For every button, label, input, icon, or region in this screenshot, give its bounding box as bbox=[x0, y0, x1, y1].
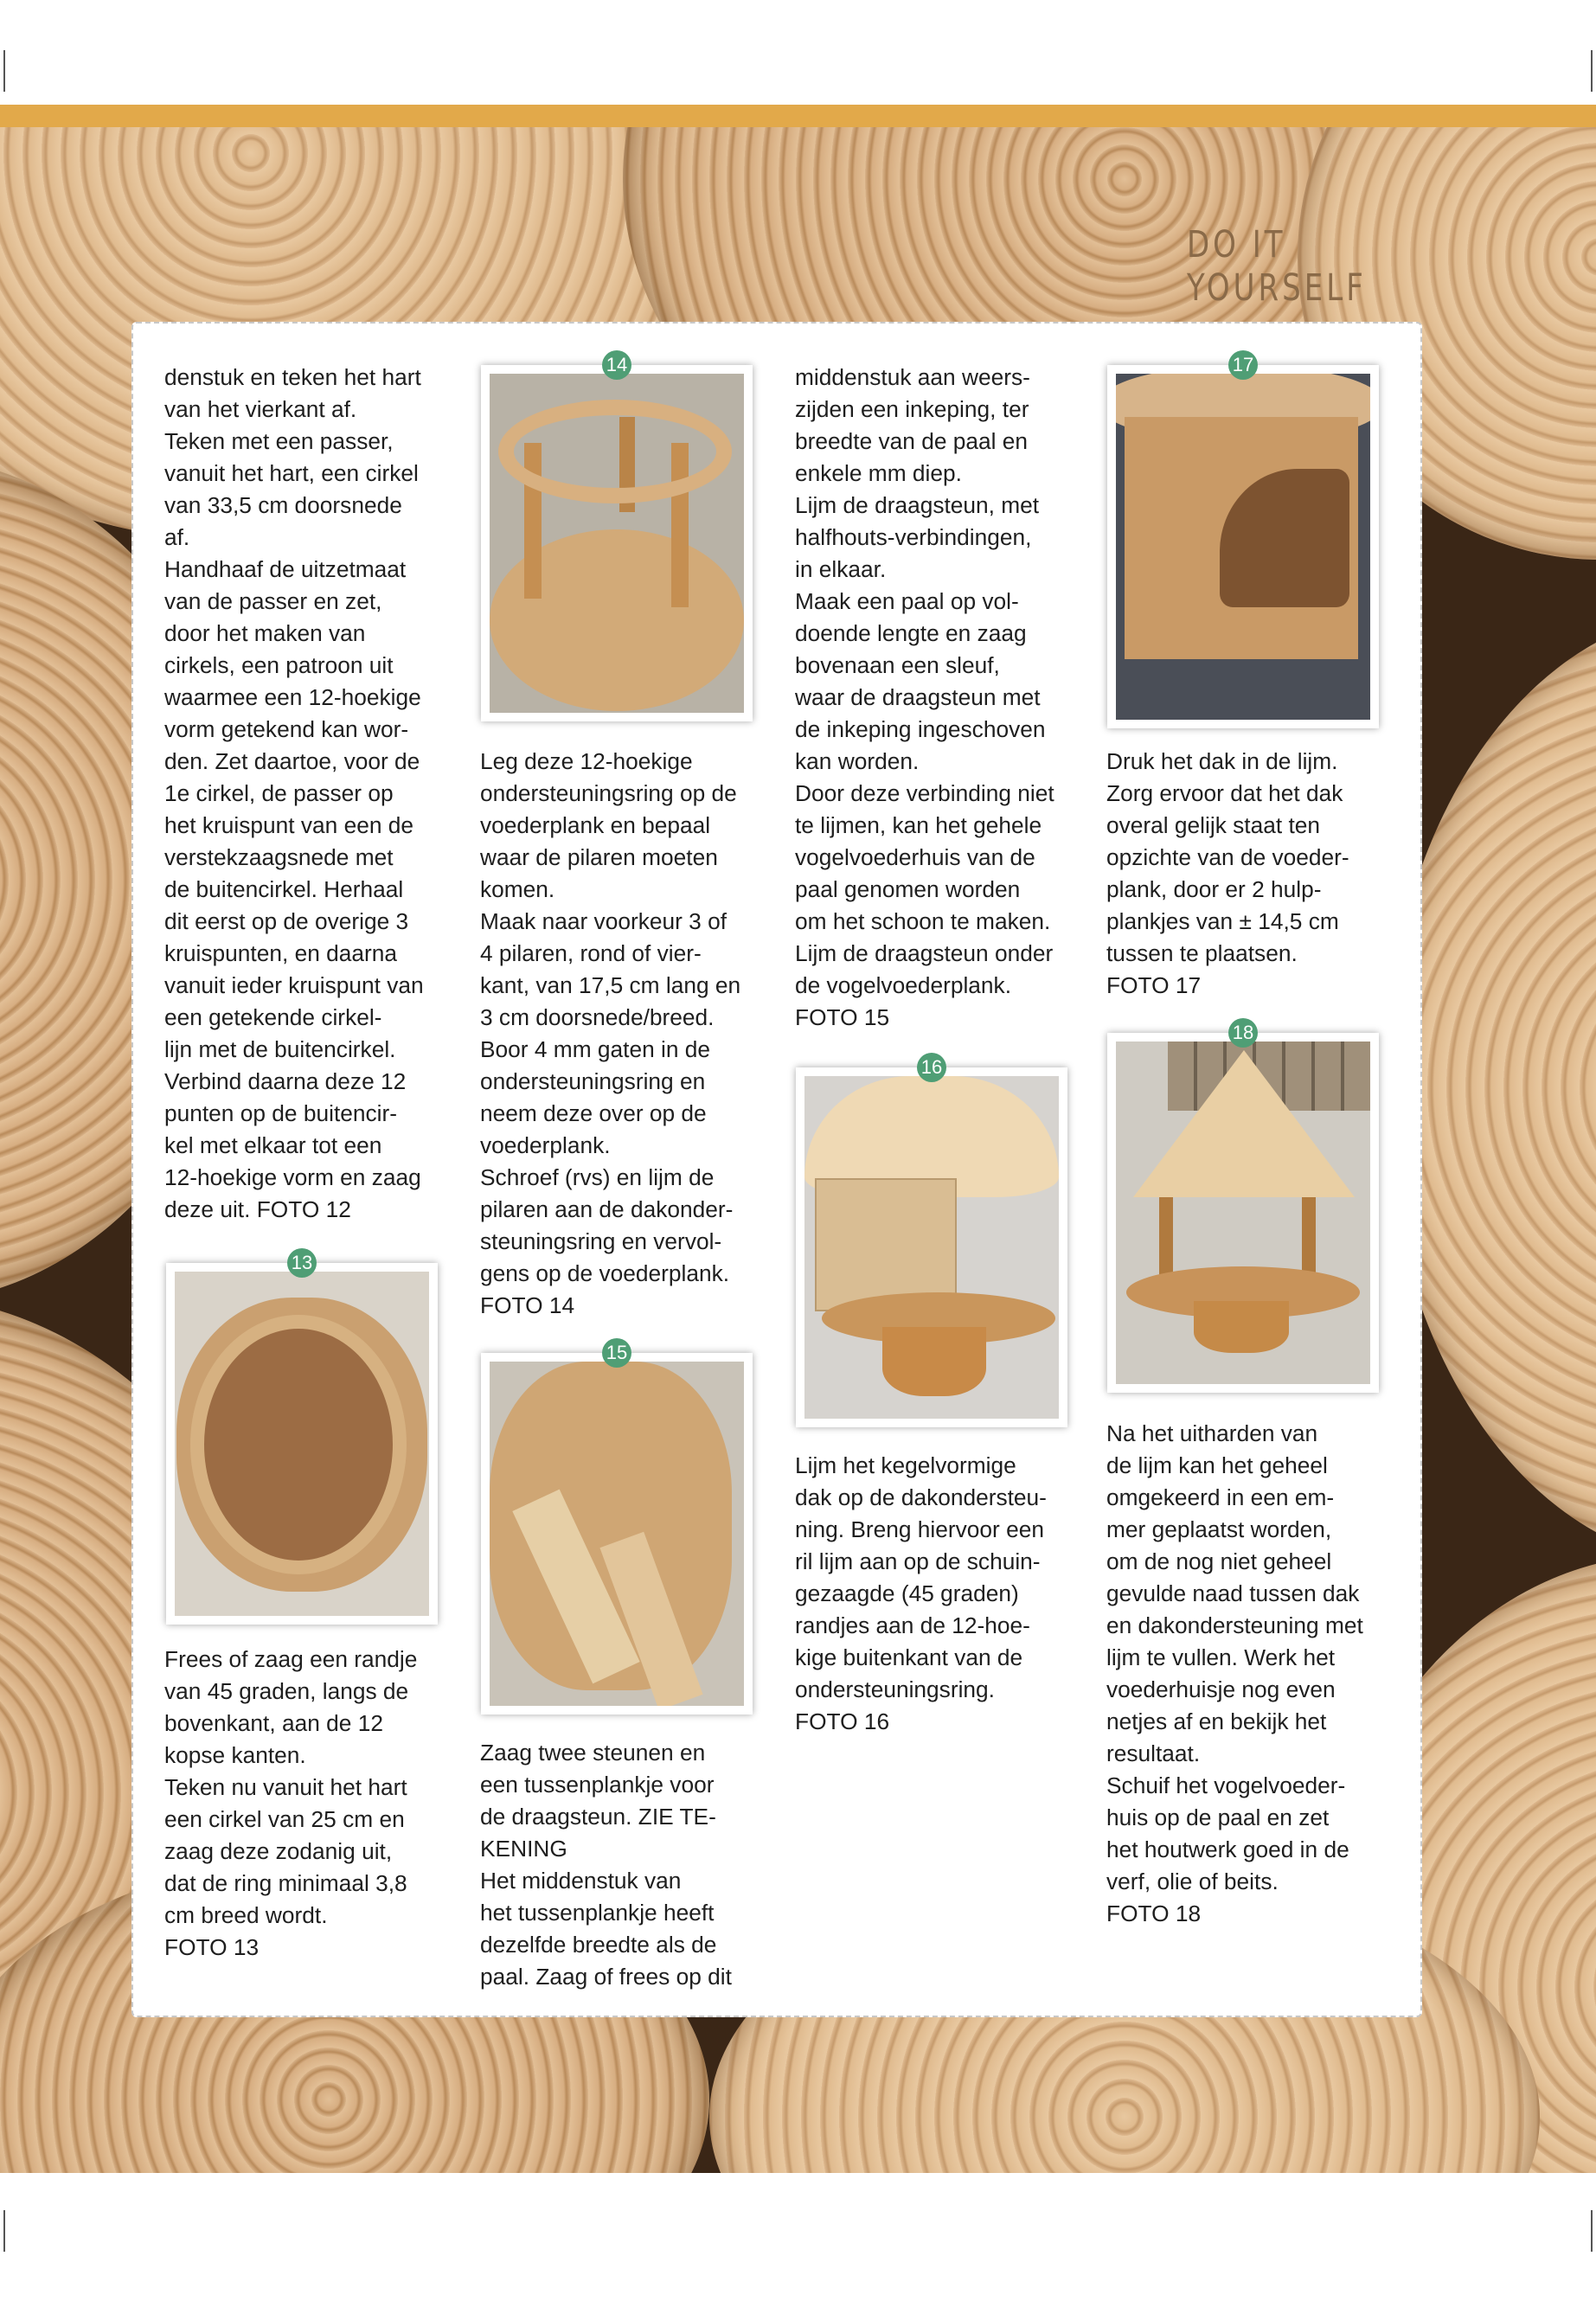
text-line: omgekeerd in een em- bbox=[1106, 1484, 1335, 1510]
text-line: bovenkant, aan de 12 bbox=[164, 1710, 383, 1736]
text-line: doende lengte en zaag bbox=[795, 620, 1027, 646]
photo-pillar bbox=[1159, 1197, 1173, 1284]
column-4-bottom-text bbox=[1106, 1418, 1401, 1930]
text-line: Lijm de draagsteun onder bbox=[795, 940, 1054, 966]
text-line: waar de draagsteun met bbox=[795, 684, 1041, 710]
text-line: van 33,5 cm doorsnede bbox=[164, 492, 402, 518]
text-line: de vogelvoederplank. bbox=[795, 972, 1012, 998]
text-line: randjes aan de 12-hoe- bbox=[795, 1612, 1030, 1638]
text-line: FOTO 14 bbox=[480, 1292, 575, 1318]
photo-15 bbox=[481, 1342, 753, 1715]
text-line: deze uit. FOTO 12 bbox=[164, 1196, 351, 1222]
text-line: een tussenplankje voor bbox=[480, 1772, 715, 1798]
text-line: Handhaaf de uitzetmaat bbox=[164, 556, 407, 582]
text-line: 4 pilaren, rond of vier- bbox=[480, 940, 702, 966]
text-line: 3 cm doorsnede/breed. bbox=[480, 1004, 715, 1030]
text-line: overal gelijk staat ten bbox=[1106, 812, 1321, 838]
text-line: Maak een paal op vol- bbox=[795, 588, 1019, 614]
text-line: vanuit het hart, een cirkel bbox=[164, 460, 419, 486]
text-line: cm breed wordt. bbox=[164, 1902, 328, 1928]
text-line: voederplank. bbox=[480, 1132, 611, 1158]
crop-mark-bottom-right bbox=[1591, 2210, 1593, 2252]
text-line: Zorg ervoor dat het dak bbox=[1106, 780, 1343, 806]
photo-ring bbox=[190, 1315, 407, 1574]
photo-top-ring bbox=[498, 400, 732, 503]
column-2-middle-text bbox=[480, 746, 774, 1322]
text-line: dit eerst op de overige 3 bbox=[164, 908, 409, 934]
photo-14 bbox=[481, 354, 753, 721]
content-panel bbox=[131, 322, 1422, 2017]
text-line: neem deze over op de bbox=[480, 1100, 707, 1126]
text-line: Lijm de draagsteun, met bbox=[795, 492, 1040, 518]
text-line: den. Zet daartoe, voor de bbox=[164, 748, 420, 774]
text-line: ril lijm aan op de schuin- bbox=[795, 1548, 1041, 1574]
text-line: waar de pilaren moeten bbox=[480, 844, 718, 870]
text-line: punten op de buitencir- bbox=[164, 1100, 398, 1126]
text-line: denstuk en teken het hart bbox=[164, 364, 421, 390]
text-line: een cirkel van 25 cm en bbox=[164, 1806, 405, 1832]
text-line: kel met elkaar tot een bbox=[164, 1132, 382, 1158]
text-line: en dakondersteuning met bbox=[1106, 1612, 1363, 1638]
text-line: vogelvoederhuis van de bbox=[795, 844, 1035, 870]
text-line: Na het uitharden van bbox=[1106, 1420, 1318, 1446]
text-line: vanuit ieder kruispunt van bbox=[164, 972, 424, 998]
text-line: kan worden. bbox=[795, 748, 920, 774]
photo-finished-feeder bbox=[1116, 1042, 1370, 1384]
text-line: Teken nu vanuit het hart bbox=[164, 1774, 407, 1800]
photo-17 bbox=[1107, 354, 1379, 728]
photo-ring-on-board bbox=[175, 1272, 429, 1616]
photo-number-badge: 17 bbox=[1228, 350, 1258, 380]
text-line: FOTO 18 bbox=[1106, 1900, 1202, 1926]
text-line: Verbind daarna deze 12 bbox=[164, 1068, 407, 1094]
text-line: Boor 4 mm gaten in de bbox=[480, 1036, 711, 1062]
text-line: het kruispunt van een de bbox=[164, 812, 414, 838]
crop-mark-top-left bbox=[3, 50, 5, 92]
text-line: lijm te vullen. Werk het bbox=[1106, 1644, 1336, 1670]
text-line: voederplank en bepaal bbox=[480, 812, 711, 838]
text-line: FOTO 13 bbox=[164, 1934, 260, 1960]
text-line: zaag deze zodanig uit, bbox=[164, 1838, 393, 1864]
text-line: gens op de voederplank. bbox=[480, 1260, 730, 1286]
photo-pillars-ring bbox=[490, 374, 744, 713]
text-line: gevulde naad tussen dak bbox=[1106, 1580, 1360, 1606]
text-line: Leg deze 12-hoekige bbox=[480, 748, 693, 774]
text-line: door het maken van bbox=[164, 620, 366, 646]
text-line: huis op de paal en zet bbox=[1106, 1804, 1330, 1830]
text-line: enkele mm diep. bbox=[795, 460, 962, 486]
text-line: af. bbox=[164, 524, 190, 550]
photo-bracket bbox=[1194, 1301, 1289, 1353]
photo-cone-roof bbox=[1133, 1050, 1355, 1197]
photo-support-underside bbox=[490, 1362, 744, 1706]
column-2-bottom-text bbox=[480, 1737, 774, 1993]
text-line: verf, olie of beits. bbox=[1106, 1868, 1279, 1894]
text-line: lijn met de buitencirkel. bbox=[164, 1036, 396, 1062]
text-line: komen. bbox=[480, 876, 555, 902]
text-line: netjes af en bekijk het bbox=[1106, 1708, 1327, 1734]
text-line: tussen te plaatsen. bbox=[1106, 940, 1298, 966]
text-line: Door deze verbinding niet bbox=[795, 780, 1054, 806]
text-line: om de nog niet geheel bbox=[1106, 1548, 1332, 1574]
text-line: kant, van 17,5 cm lang en bbox=[480, 972, 741, 998]
text-line: dat de ring minimaal 3,8 bbox=[164, 1870, 407, 1896]
photo-bracket bbox=[882, 1327, 986, 1396]
crop-mark-top-right bbox=[1591, 50, 1593, 92]
photo-number-badge: 16 bbox=[917, 1053, 946, 1082]
photo-number-badge: 13 bbox=[287, 1248, 317, 1278]
photo-number-badge: 18 bbox=[1228, 1018, 1258, 1048]
text-line: Lijm het kegelvormige bbox=[795, 1452, 1016, 1478]
photo-panel bbox=[815, 1178, 957, 1311]
text-line: Schuif het vogelvoeder- bbox=[1106, 1772, 1346, 1798]
text-line: dak op de dakondersteu- bbox=[795, 1484, 1047, 1510]
text-line: Schroef (rvs) en lijm de bbox=[480, 1164, 715, 1190]
text-line: Het middenstuk van bbox=[480, 1868, 682, 1894]
text-line: cirkels, een patroon uit bbox=[164, 652, 394, 678]
text-line: de inkeping ingeschoven bbox=[795, 716, 1046, 742]
text-line: het houtwerk goed in de bbox=[1106, 1836, 1349, 1862]
text-line: halfhouts-verbindingen, bbox=[795, 524, 1032, 550]
text-line: paal genomen worden bbox=[795, 876, 1021, 902]
crop-mark-bottom-left bbox=[3, 2210, 5, 2252]
text-line: verstekzaagsnede met bbox=[164, 844, 394, 870]
text-line: plank, door er 2 hulp- bbox=[1106, 876, 1322, 902]
column-1-bottom-text bbox=[164, 1644, 458, 1964]
text-line: gezaagde (45 graden) bbox=[795, 1580, 1019, 1606]
text-line: middenstuk aan weers- bbox=[795, 364, 1030, 390]
text-line: KENING bbox=[480, 1836, 567, 1862]
text-line: Druk het dak in de lijm. bbox=[1106, 748, 1338, 774]
photo-number-badge: 15 bbox=[602, 1338, 631, 1368]
photo-18 bbox=[1107, 1022, 1379, 1393]
text-line: kopse kanten. bbox=[164, 1742, 306, 1768]
text-line: FOTO 17 bbox=[1106, 972, 1202, 998]
text-line: ondersteuningsring. bbox=[795, 1676, 995, 1702]
text-line: waarmee een 12-hoekige bbox=[164, 684, 421, 710]
text-line: mer geplaatst worden, bbox=[1106, 1516, 1332, 1542]
text-line: ondersteuningsring en bbox=[480, 1068, 706, 1094]
text-line: kige buitenkant van de bbox=[795, 1644, 1023, 1670]
text-line: een getekende cirkel- bbox=[164, 1004, 382, 1030]
text-line: Frees of zaag een randje bbox=[164, 1646, 418, 1672]
text-line: in elkaar. bbox=[795, 556, 887, 582]
text-line: plankjes van ± 14,5 cm bbox=[1106, 908, 1339, 934]
text-line: 12-hoekige vorm en zaag bbox=[164, 1164, 421, 1190]
text-line: pilaren aan de dakonder- bbox=[480, 1196, 734, 1222]
text-line: van de passer en zet, bbox=[164, 588, 382, 614]
text-line: steuningsring en vervol- bbox=[480, 1228, 722, 1254]
text-line: dezelfde breedte als de bbox=[480, 1932, 717, 1958]
text-line: FOTO 16 bbox=[795, 1708, 890, 1734]
column-3-bottom-text bbox=[795, 1450, 1089, 1738]
text-line: zijden een inkeping, ter bbox=[795, 396, 1029, 422]
text-line: Teken met een passer, bbox=[164, 428, 394, 454]
text-line: vorm getekend kan wor- bbox=[164, 716, 409, 742]
photo-13 bbox=[166, 1252, 438, 1625]
text-line: de lijm kan het geheel bbox=[1106, 1452, 1328, 1478]
text-line: kruispunten, en daarna bbox=[164, 940, 398, 966]
text-line: Maak naar voorkeur 3 of bbox=[480, 908, 727, 934]
photo-number-badge: 14 bbox=[602, 350, 631, 380]
text-line: FOTO 15 bbox=[795, 1004, 890, 1030]
column-3-top-text bbox=[795, 362, 1089, 1034]
text-line: 1e cirkel, de passer op bbox=[164, 780, 394, 806]
text-line: het tussenplankje heeft bbox=[480, 1900, 715, 1926]
text-line: ondersteuningsring op de bbox=[480, 780, 737, 806]
text-line: resultaat. bbox=[1106, 1740, 1201, 1766]
text-line: bovenaan een sleuf, bbox=[795, 652, 1000, 678]
text-line: ning. Breng hiervoor een bbox=[795, 1516, 1044, 1542]
text-line: de buitencirkel. Herhaal bbox=[164, 876, 404, 902]
text-line: paal. Zaag of frees op dit bbox=[480, 1964, 732, 1990]
photo-16 bbox=[796, 1056, 1067, 1427]
column-1-top-text bbox=[164, 362, 458, 1226]
photo-cone-roof-open bbox=[804, 1076, 1059, 1419]
text-line: van het vierkant af. bbox=[164, 396, 357, 422]
text-line: breedte van de paal en bbox=[795, 428, 1029, 454]
text-line: opzichte van de voeder- bbox=[1106, 844, 1349, 870]
photo-roof-in-glue bbox=[1116, 374, 1370, 720]
header-accent-bar bbox=[0, 105, 1596, 127]
section-label: DO IT YOURSELF bbox=[1187, 223, 1367, 310]
text-line: de draagsteun. ZIE TE- bbox=[480, 1804, 716, 1830]
text-line: Zaag twee steunen en bbox=[480, 1740, 706, 1766]
text-line: om het schoon te maken. bbox=[795, 908, 1051, 934]
text-line: voederhuisje nog even bbox=[1106, 1676, 1336, 1702]
text-line: te lijmen, kan het gehele bbox=[795, 812, 1042, 838]
column-4-middle-text bbox=[1106, 746, 1401, 1002]
text-line: van 45 graden, langs de bbox=[164, 1678, 409, 1704]
